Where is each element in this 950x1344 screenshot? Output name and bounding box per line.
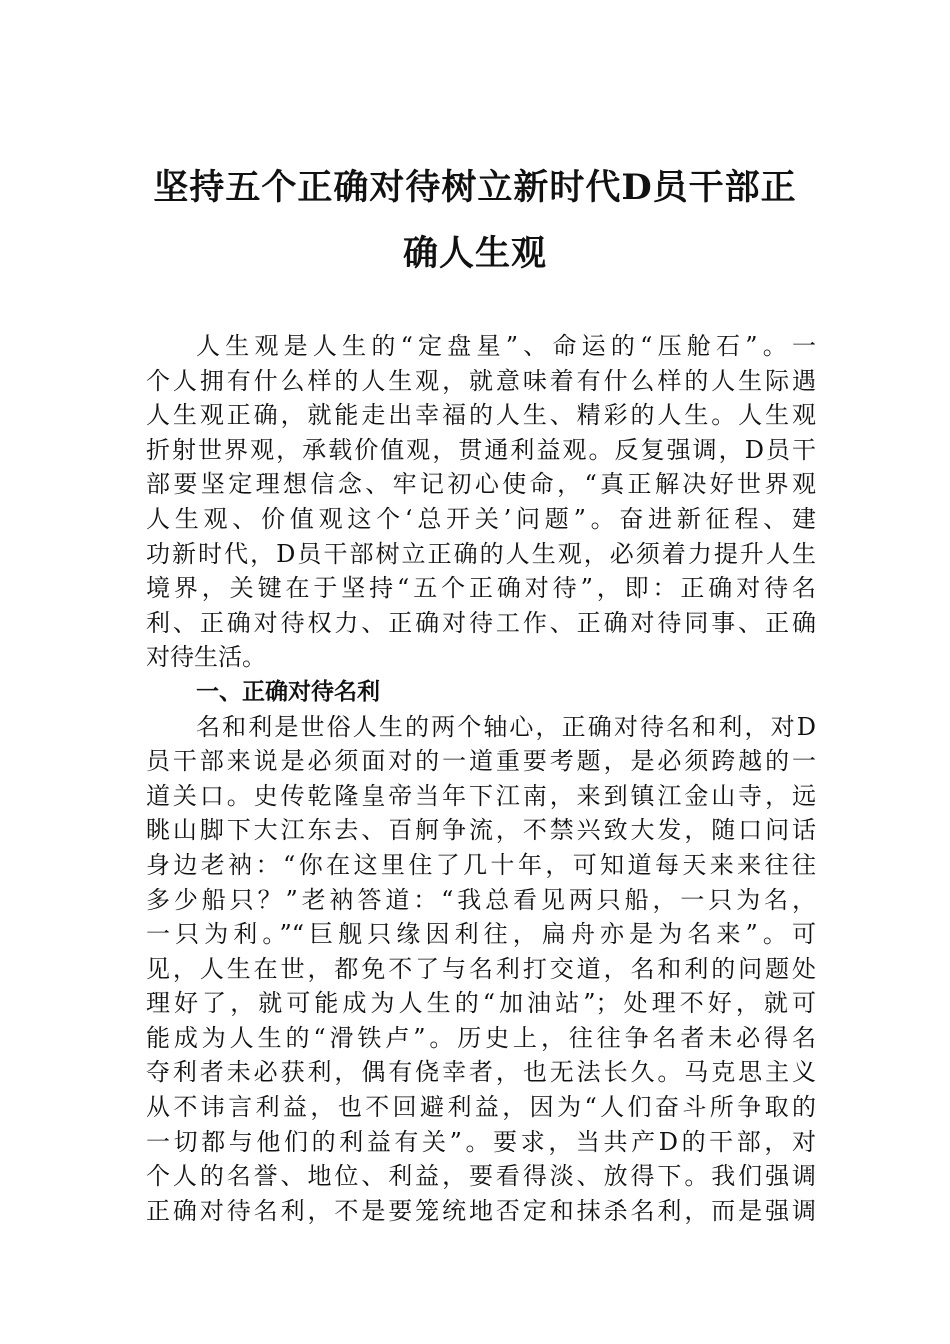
paragraph-line: 利、正确对待权力、正确对待工作、正确对待同事、正确 xyxy=(146,608,816,637)
paragraph-line: 境界，关键在于坚持“五个正确对待”，即：正确对待名 xyxy=(146,574,816,603)
paragraph-line: 正确对待名利，不是要笼统地否定和抹杀名利，而是强调 xyxy=(146,1196,816,1225)
paragraph-line: 从不讳言利益，也不回避利益，因为“人们奋斗所争取的 xyxy=(146,1093,816,1122)
paragraph-line: 理好了，就可能成为人生的“加油站”；处理不好，就可 xyxy=(146,989,816,1018)
paragraph-line: 夺利者未必获利，偶有侥幸者，也无法长久。马克思主义 xyxy=(146,1058,816,1087)
paragraph-line: 功新时代，D员干部树立正确的人生观，必须着力提升人生 xyxy=(146,539,816,568)
paragraph-line: 一切都与他们的利益有关”。要求，当共产D的干部，对 xyxy=(146,1127,816,1156)
paragraph-line: 一只为利。”“巨舰只缘因利往，扁舟亦是为名来”。可 xyxy=(146,920,816,949)
paragraph-line: 部要坚定理想信念、牢记初心使命，“真正解决好世界观 xyxy=(146,470,816,499)
paragraph-line: 人生观是人生的“定盘星”、命运的“压舱石”。一 xyxy=(196,332,816,360)
paragraph-line: 折射世界观，承载价值观，贯通利益观。反复强调，D员干 xyxy=(146,435,816,464)
paragraph-line: 对待生活。 xyxy=(146,643,266,672)
paragraph-line: 个人的名誉、地位、利益，要看得淡、放得下。我们强调 xyxy=(146,1162,816,1191)
paragraph-line: 多少船只？”老衲答道：“我总看见两只船，一只为名， xyxy=(146,885,816,914)
paragraph-line: 身边老衲：“你在这里住了几十年，可知道每天来来往往 xyxy=(146,850,816,879)
paragraph-fame-and-profit xyxy=(146,710,816,1229)
paragraph-line: 道关口。史传乾隆皇帝当年下江南，来到镇江金山寺，远 xyxy=(146,781,816,810)
paragraph-line: 能成为人生的“滑铁卢”。历史上，往往争名者未必得名 xyxy=(146,1023,816,1052)
paragraph-line: 见，人生在世，都免不了与名利打交道，名和利的问题处 xyxy=(146,954,816,983)
paragraph-line: 个人拥有什么样的人生观，就意味着有什么样的人生际遇 xyxy=(146,366,816,395)
paragraph-intro xyxy=(146,329,816,675)
paragraph-line: 员干部来说是必须面对的一道重要考题，是必须跨越的一 xyxy=(146,747,816,776)
paragraph-line: 名和利是世俗人生的两个轴心，正确对待名和利，对D xyxy=(196,712,816,741)
document-title-line-1: 坚持五个正确对待树立新时代D员干部正 xyxy=(153,167,797,208)
section-heading: 一、正确对待名利 xyxy=(196,678,380,705)
paragraph-line: 人生观、价值观这个‘总开关’问题”。奋进新征程、建 xyxy=(146,504,816,533)
paragraph-line: 眺山脚下大江东去、百舸争流，不禁兴致大发，随口问话 xyxy=(146,816,816,845)
document-body xyxy=(146,329,816,1228)
document-title-line-2: 确人生观 xyxy=(402,233,547,274)
paragraph-line: 人生观正确，就能走出幸福的人生、精彩的人生。人生观 xyxy=(146,401,816,430)
